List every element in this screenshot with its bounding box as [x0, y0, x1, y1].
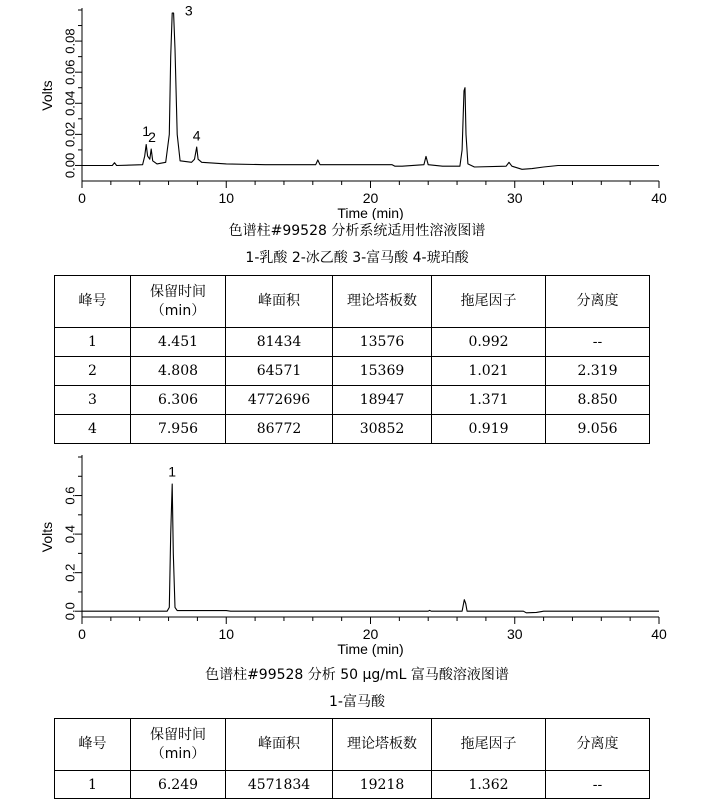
y-tick-label: 0.04 — [62, 90, 78, 116]
x-tick-label: 20 — [362, 190, 379, 206]
y-tick-label: 0.2 — [62, 563, 78, 582]
header-retention-time: 保留时间 （min） — [131, 719, 226, 771]
table-row: 3 6.306 4772696 18947 1.371 8.850 — [55, 386, 650, 415]
chart-1-caption: 色谱柱#99528 分析系统适用性溶液图谱 — [228, 223, 486, 239]
table-row: 1 4.451 81434 13576 0.992 -- — [55, 328, 650, 357]
header-retention-time: 保留时间 （min） — [131, 276, 226, 328]
table-header-row — [55, 276, 650, 328]
x-tick-label: 20 — [362, 626, 379, 642]
y-tick-label: 0.02 — [62, 121, 78, 148]
y-axis-label: Volts — [39, 521, 55, 553]
chart-2-caption: 色谱柱#99528 分析 50 μg/mL 富马酸溶液图谱 — [205, 667, 509, 683]
chromatogram-trace — [82, 484, 659, 613]
y-tick-label: 0.6 — [62, 486, 78, 505]
x-axis-label: Time (min) — [337, 205, 404, 220]
peak-label: 3 — [184, 2, 193, 19]
header-resolution: 分离度 — [546, 719, 650, 771]
chromatogram-chart-2 — [0, 445, 714, 667]
header-peak-area: 峰面积 — [226, 276, 333, 328]
y-axis-label: Volts — [39, 80, 55, 111]
header-tailing-factor: 拖尾因子 — [432, 276, 546, 328]
peak-label: 1 — [142, 122, 151, 139]
table-row: 4 7.956 86772 30852 0.919 9.056 — [55, 415, 650, 444]
y-tick-label: 0.00 — [62, 152, 78, 179]
peak-label: 1 — [168, 463, 177, 480]
header-tailing-factor: 拖尾因子 — [432, 719, 546, 771]
header-theoretical-plates: 理论塔板数 — [333, 276, 432, 328]
y-tick-label: 0.0 — [62, 602, 78, 621]
x-tick-label: 30 — [506, 190, 523, 206]
x-tick-label: 0 — [78, 190, 86, 206]
peak-label: 2 — [148, 129, 156, 146]
x-tick-label: 0 — [78, 626, 86, 642]
x-tick-label: 30 — [506, 626, 523, 642]
header-theoretical-plates: 理论塔板数 — [333, 719, 432, 771]
chart-1-legend: 1-乳酸 2-冰乙酸 3-富马酸 4-琥珀酸 — [245, 250, 469, 266]
peak-label: 4 — [192, 127, 201, 144]
chart-2-legend: 1-富马酸 — [329, 694, 385, 710]
x-axis-label: Time (min) — [337, 641, 404, 657]
header-peak-no: 峰号 — [55, 719, 131, 771]
y-tick-label: 0.08 — [62, 28, 78, 54]
header-resolution: 分离度 — [546, 276, 650, 328]
results-table-1 — [54, 275, 650, 444]
table-header-row — [55, 719, 650, 771]
y-tick-label: 0.4 — [62, 525, 78, 544]
header-peak-no: 峰号 — [55, 276, 131, 328]
table-row: 1 6.249 4571834 19218 1.362 -- — [55, 771, 650, 799]
chromatogram-chart-1 — [0, 0, 714, 220]
chromatogram-trace — [82, 13, 659, 169]
x-tick-label: 10 — [218, 626, 235, 642]
y-tick-label: 0.06 — [62, 59, 78, 85]
table-row: 2 4.808 64571 15369 1.021 2.319 — [55, 357, 650, 386]
x-tick-label: 40 — [651, 626, 667, 642]
results-table-2 — [54, 718, 650, 799]
x-tick-label: 10 — [218, 190, 235, 206]
x-tick-label: 40 — [651, 190, 667, 206]
header-peak-area: 峰面积 — [226, 719, 333, 771]
